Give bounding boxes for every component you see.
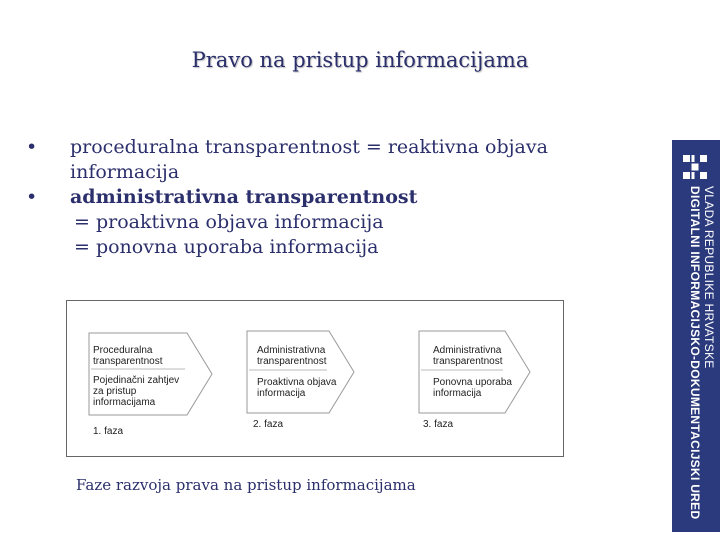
sidebar-org-name: [688, 186, 716, 526]
phases-diagram: [66, 300, 564, 457]
bullet-text-line: proceduralna transparentnost = reaktivna objava: [70, 136, 548, 158]
government-logo-icon: [682, 154, 708, 180]
sidebar-line-government: VLADA REPUBLIKE HRVATSKE: [702, 186, 716, 369]
stage-arrow-shape: [419, 331, 530, 413]
bullet-item-procedural: [26, 135, 626, 185]
stage-arrow-shape: [247, 331, 354, 413]
sidebar-line-office: DIGITALNI INFORMACIJSKO-DOKUMENTACIJSKI URED: [688, 186, 702, 520]
sub-line: = ponovna uporaba informacija: [74, 236, 379, 258]
stage-desc: [93, 375, 179, 408]
stage-desc-line: Ponovna uporaba: [433, 377, 512, 388]
phase-label: 1. faza: [93, 426, 124, 437]
stage-desc: [433, 377, 512, 399]
bullet-item-administrative: [26, 185, 626, 210]
phase-label: 2. faza: [253, 419, 284, 430]
stage-desc-line: informacijama: [93, 397, 156, 408]
stage-desc-line: Proaktivna objava: [257, 377, 337, 388]
stage-desc-line: informacija: [257, 388, 306, 399]
slide-title: Pravo na pristup informacijama: [191, 48, 529, 72]
stage-title-line: transparentnost: [433, 356, 503, 367]
stage-title-line: transparentnost: [257, 356, 327, 367]
bullet-dot-icon: •: [26, 136, 38, 158]
stage-title-line: Administrativna: [257, 345, 326, 356]
stage-title-line: Administrativna: [433, 345, 502, 356]
phase-label: 3. faza: [423, 419, 454, 430]
bullet-dot-icon: •: [26, 186, 38, 208]
stage-desc: [257, 377, 337, 399]
stage-desc-line: informacija: [433, 388, 482, 399]
stage-title: [257, 345, 327, 367]
bullet-list: [26, 135, 626, 260]
stage-title-line: Proceduralna: [93, 345, 153, 356]
stage-title-line: transparentnost: [93, 356, 163, 367]
sidebar-banner: [672, 140, 720, 532]
bullet-text-line: informacija: [70, 161, 180, 183]
stage-title: [433, 345, 503, 367]
stage-desc-line: za pristup: [93, 386, 137, 397]
stage-desc-line: Pojedinačni zahtjev: [93, 375, 180, 386]
diagram-caption: Faze razvoja prava na pristup informacijama: [76, 476, 416, 494]
bullet-text-line: administrativna transparentnost: [70, 186, 418, 208]
sub-line: = proaktivna objava informacija: [74, 211, 384, 233]
stage-title: [93, 345, 163, 367]
